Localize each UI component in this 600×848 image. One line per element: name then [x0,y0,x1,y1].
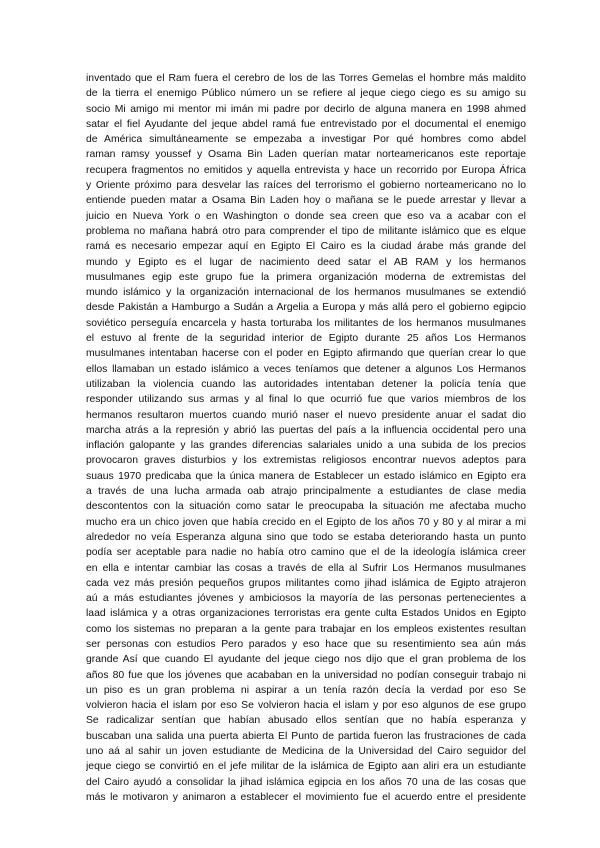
text-line: musulmanes intentaban hacerse con el poder en Egipto afirmando que querían crear lo que [86,348,526,360]
body-text [86,71,526,805]
text-line: uno aá al sahir un joven estudiante de Medicina de la Universidad del Cairo seguidor del [86,746,526,758]
text-line: un piso es un gran problema ni aspirar a un tenía razón decía la verdad por eso Se [86,684,526,696]
text-line: recupera fragmentos no emitidos y aquella entrevista y hace un recorrido por Europa África [86,164,526,176]
text-line: años 80 fue que los jóvenes que acababan en la universidad no podían conseguir trabajo ni [86,669,526,681]
text-line: problema no mañana habrá otro para comprender el tipo de militante islámico que es elque [86,225,526,237]
text-line: socio Mi amigo mi mentor mi imán mi padre por decirlo de alguna manera en 1998 ahmed [86,103,526,115]
text-line: y Oriente próximo para desvelar las raíces del terrorismo el gobierno norteamericano no lo [86,180,526,192]
text-line: en ella e intentar cambiar las cosas a través de ella al Sufrir Los Hermanos musulmanes [86,562,526,574]
text-line: de la tierra el enemigo Público número un se refiere al jeque ciego ciego es su amigo su [86,88,526,100]
text-line: laad islámica y a otras organizaciones terroristas era gente culta Estados Unidos en Egipto [86,608,526,620]
text-line: juicio en Nueva York o en Washington o donde sea creen que eso va a acabar con el [86,210,526,222]
text-line: a través de una lucha armada oab atrajo principalmente a estudiantes de clase media [86,486,526,498]
text-line: Se radicalizar sentían que habían abusado ellos sentían que no había esperanza y [86,715,526,727]
text-line: del Cairo ayudó a consolidar la jihad islámica egipcia en los años 70 una de las cosas que [86,776,526,788]
text-line: podía ser aceptable para nadie no había otro camino que el de la ideología islámica creer [86,547,526,559]
text-line: inflación galopante y las grandes diferencias salariales unido a una subida de los precios [86,440,526,452]
text-line: cada vez más presión pequeños grupos militantes como jihad islámica de Egipto atrajeron [86,577,526,589]
text-line: raman ramsy youssef y Osama Bin Laden querían matar norteamericanos este reportaje [86,149,526,161]
text-line: aú a más estudiantes jóvenes y ambiciosos la mayoría de las personas pertenecientes a [86,593,526,605]
text-line: más le motivaron y animaron a establecer el movimiento fue el acuerdo entre el presidente [86,791,526,803]
text-line: ser personas con estudios Pero parados y eso hace que su resentimiento sea aún más [86,638,526,650]
text-line: hermanos resultaron muertos cuando murió naser el nuevo presidente anuar el sadat dio [86,409,526,421]
text-line: ramá es necesario empezar aquí en Egipto El Cairo es la ciudad árabe más grande del [86,241,526,253]
text-line: mucho era un chico joven que había crecido en el Egipto de los años 70 y 80 y al mirar a mi [86,516,526,528]
text-line: volvieron hacia el islam por eso Se volvieron hacia el islam y por eso algunos de ese grupo [86,700,526,712]
text-line: responder utilizando sus armas y al final lo que ocurrió fue que varios miembros de los [86,394,526,406]
text-line: grande Así que cuando El ayudante del jeque ciego nos dijo que el gran problema de los [86,654,526,666]
text-line: el estuvo al frente de la seguridad interior de Egipto durante 25 años Los Hermanos [86,333,526,345]
text-line: soviético perseguía encarcela y hasta torturaba los militantes de los hermanos musulmanes [86,317,526,329]
text-line: marcha atrás a la represión y abrió las puertas del país a la influencia occidental pero una [86,424,526,436]
text-line: entiende pueden matar a Osama Bin Laden hoy o mañana se le puede arrestar y llevar a [86,195,526,207]
text-line: musulmanes egip este grupo fue la primera organización moderna de extremistas del [86,271,526,283]
text-line: mundo islámico y la organización internacional de los hermanos musulmanes se extendió [86,287,526,299]
text-line: descontentos con la situación como satar le preocupaba la situación me afectaba mucho [86,501,526,513]
text-line: de América simultáneamente se empezaba a investigar Por qué hombres como abdel [86,134,526,146]
text-line: provocaron graves disturbios y los extremistas religiosos encontrar nuevos adeptos para [86,455,526,467]
text-line: como los sistemas no preparan a la gente para trabajar en los empleos existentes resultan [86,623,526,635]
text-line: ellos llamaban un estado islámico a veces teníamos que detener a algunos Los Hermanos [86,363,526,375]
text-line: jeque ciego se convirtió en el jefe militar de la islámica de Egipto aan aliri era un estudiante [86,761,526,773]
text-line: inventado que el Ram fuera el cerebro de los de las Torres Gemelas el hombre más maldito [86,73,526,84]
text-line: satar el fiel Ayudante del jeque abdel ramá fue entrevistado por el documental el enemigo [86,118,526,130]
text-line: suaus 1970 predicaba que la única manera de Establecer un estado islámico en Egipto era [86,470,526,482]
text-line: mundo y Egipto es el lugar de nacimiento deed satar el AB RAM y los hermanos [86,256,526,268]
text-line: buscaban una salida una puerta abierta El Punto de partida fueron las frustraciones de cada [86,730,526,742]
text-line: utilizaban la violencia cuando las autoridades intentaban detener la policía tenía que [86,378,526,390]
text-line: alrededor no veía Esperanza alguna sino que todo se estaba deteriorando hasta un punto [86,531,526,543]
text-line: desde Pakistán a Hamburgo a Sudán a Argelia a Europa y más allá pero el gobierno egipcio [86,302,526,314]
